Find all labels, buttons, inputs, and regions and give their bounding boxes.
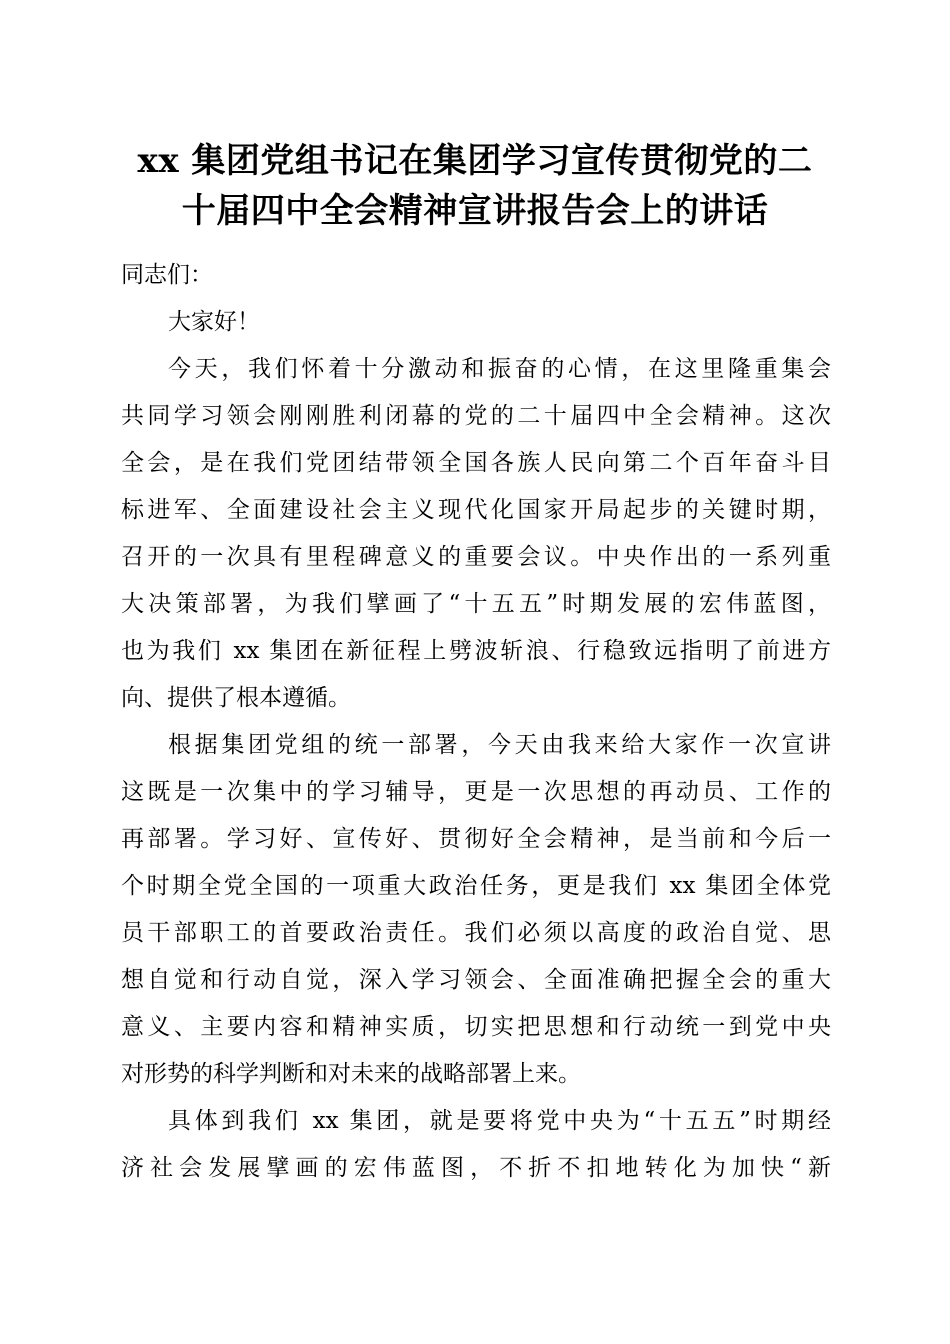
paragraph-line: 意义、主要内容和精神实质，切实把思想和行动统一到党中央 bbox=[121, 1014, 831, 1040]
paragraph-line: 这既是一次集中的学习辅导，更是一次思想的再动员、工作的 bbox=[121, 779, 831, 805]
paragraph-1 bbox=[121, 346, 831, 722]
paragraph-line: 大决策部署，为我们擘画了“十五五”时期发展的宏伟蓝图， bbox=[121, 591, 831, 617]
paragraph-line: 标进军、全面建设社会主义现代化国家开局起步的关键时期， bbox=[121, 497, 831, 523]
salutation bbox=[121, 252, 831, 299]
document-title bbox=[100, 136, 850, 236]
paragraph-3 bbox=[121, 1098, 831, 1192]
title-line: 十届四中全会精神宣讲报告会上的讲话 bbox=[181, 191, 769, 231]
paragraph-line: 全会，是在我们党团结带领全国各族人民向第二个百年奋斗目 bbox=[121, 450, 831, 476]
paragraph-line: 想自觉和行动自觉，深入学习领会、全面准确把握全会的重大 bbox=[121, 967, 831, 993]
paragraph-line: 具体到我们 xx 集团，就是要将党中央为“十五五”时期经 bbox=[168, 1108, 831, 1134]
paragraph-line: 今天，我们怀着十分激动和振奋的心情，在这里隆重集会 bbox=[168, 356, 831, 382]
paragraph-line: 个时期全党全国的一项重大政治任务，更是我们 xx 集团全体党 bbox=[121, 873, 831, 899]
paragraph-line: 济社会发展擘画的宏伟蓝图，不折不扣地转化为加快“新 bbox=[121, 1155, 831, 1181]
paragraph-line: 向、提供了根本遵循。 bbox=[121, 685, 351, 711]
title-line: xx 集团党组书记在集团学习宣传贯彻党的二 bbox=[137, 141, 813, 181]
paragraph-line: 召开的一次具有里程碑意义的重要会议。中央作出的一系列重 bbox=[121, 544, 831, 570]
paragraph-2 bbox=[121, 722, 831, 1098]
paragraph-line: 共同学习领会刚刚胜利闭幕的党的二十届四中全会精神。这次 bbox=[121, 403, 831, 429]
paragraph-line: 对形势的科学判断和对未来的战略部署上来。 bbox=[121, 1061, 581, 1087]
paragraph-line: 根据集团党组的统一部署，今天由我来给大家作一次宣讲 bbox=[168, 732, 831, 758]
greeting-text: 大家好！ bbox=[168, 309, 260, 335]
paragraph-line: 也为我们 xx 集团在新征程上劈波斩浪、行稳致远指明了前进方 bbox=[121, 638, 831, 664]
document-body bbox=[121, 252, 831, 1192]
salutation-text: 同志们： bbox=[121, 262, 213, 288]
paragraph-line: 再部署。学习好、宣传好、贯彻好全会精神，是当前和今后一 bbox=[121, 826, 831, 852]
paragraph-line: 员干部职工的首要政治责任。我们必须以高度的政治自觉、思 bbox=[121, 920, 831, 946]
greeting bbox=[121, 299, 831, 346]
